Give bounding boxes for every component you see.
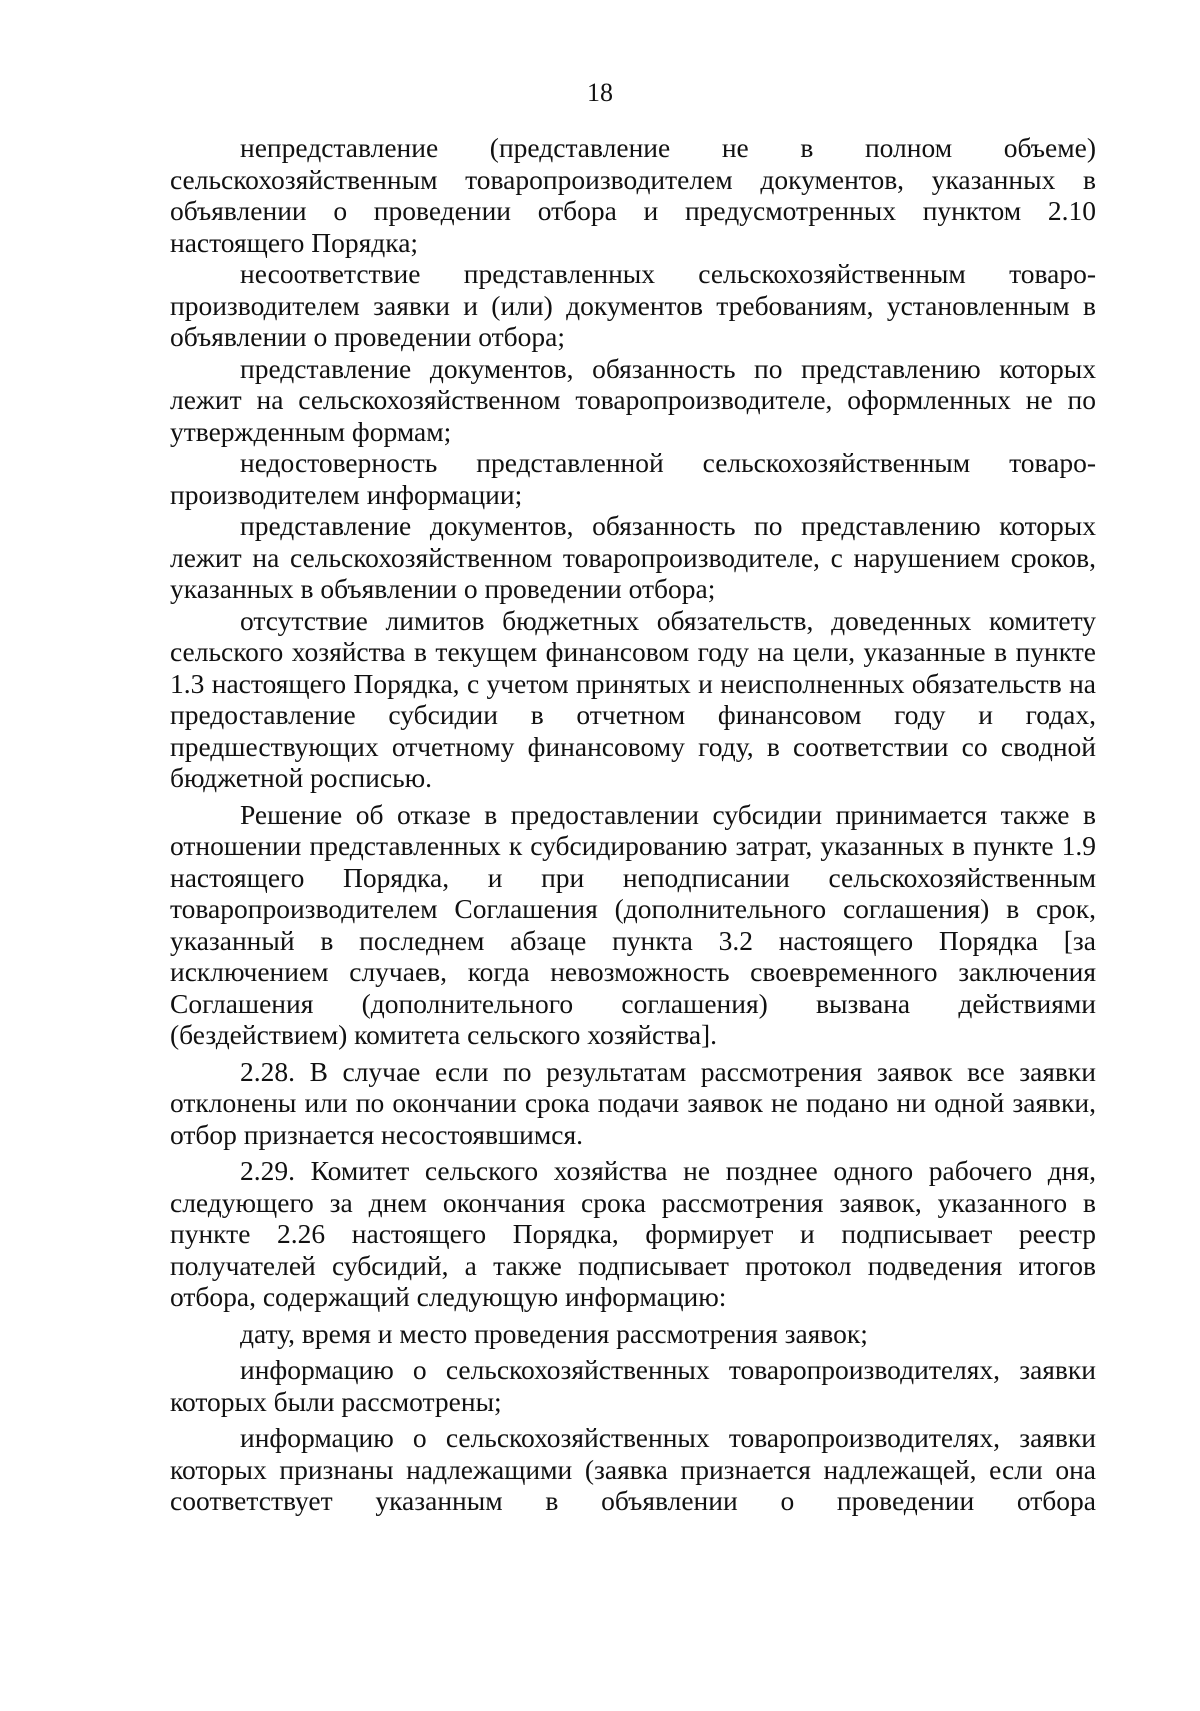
paragraph-list-item: представление документов, обязанность по представлению которых лежит на сельскохозяйственном товаропроизводителе, оформленных не по утвержденным формам; (170, 352, 1096, 447)
paragraph-clause-2-28: 2.28. В случае если по результатам рассмотрения заявок все заявки отклонены или по окончании срока подачи заявок не подано ни одной заявки, отбор признается несостоявшимся. (170, 1055, 1096, 1150)
paragraph-list-item: недостоверность представленной сельскохозяйственным товаропроизводителем информации; (170, 447, 1096, 510)
paragraph-list-item: представление документов, обязанность по представлению которых лежит на сельскохозяйственном товаропроизводителе, с нарушением сроков, указанных в объявлении о проведении отбора; (170, 510, 1096, 604)
page-number: 18 (587, 78, 613, 107)
paragraph-list-item: информацию о сельскохозяйственных товаропроизводителях, заявки которых признаны надлежащими (заявка признается надлежащей, если она соответствует указанным в объявлении о проведении отбора (170, 1422, 1096, 1516)
document-body (170, 132, 1096, 1517)
paragraph-list-item: непредставление (представление не в полном объеме) сельскохозяйственным товаропроизводителем документов, указанных в объявлении о проведении отбора и предусмотренных пунктом 2.10 настоящего Порядка; (170, 132, 1096, 258)
paragraph-clause-2-29: 2.29. Комитет сельского хозяйства не позднее одного рабочего дня, следующего за днем окончания срока рассмотрения заявок, указанного в пункте 2.26 настоящего Порядка, формирует и подписывает реестр получателей субсидий, а также подписывает протокол подведения итогов отбора, содержащий следующую информацию: (170, 1155, 1096, 1312)
paragraph-list-item: дату, время и место проведения рассмотрения заявок; (240, 1317, 868, 1349)
paragraph-list-item: информацию о сельскохозяйственных товаропроизводителях, заявки которых были рассмотрены; (170, 1354, 1096, 1417)
paragraph-list-item: отсутствие лимитов бюджетных обязательств, доведенных комитету сельского хозяйства в текущем финансовом году на цели, указанные в пункте 1.3 настоящего Порядка, с учетом принятых и неисполненных обязательств на предоставление субсидии в отчетном финансовом году и годах, предшествующих отчетному финансовому году, в соответствии со сводной бюджетной росписью. (170, 604, 1096, 793)
paragraph-refusal-decision: Решение об отказе в предоставлении субсидии принимается также в отношении представленных к субсидированию затрат, указанных в пункте 1.9 настоящего Порядка, и при неподписании сельскохозяйственным товаропроизводителем Соглашения (дополнительного соглашения) в срок, указанный в последнем абзаце пункта 3.2 настоящего Порядка [за исключением случаев, когда невозможность своевременного заключения Соглашения (дополнительного соглашения) вызвана действиями (бездействием) комитета сельского хозяйства]. (170, 798, 1096, 1050)
paragraph-list-item: несоответствие представленных сельскохозяйственным товаропроизводителем заявки и (или) документов требованиям, установленным в объявлении о проведении отбора; (170, 258, 1096, 352)
